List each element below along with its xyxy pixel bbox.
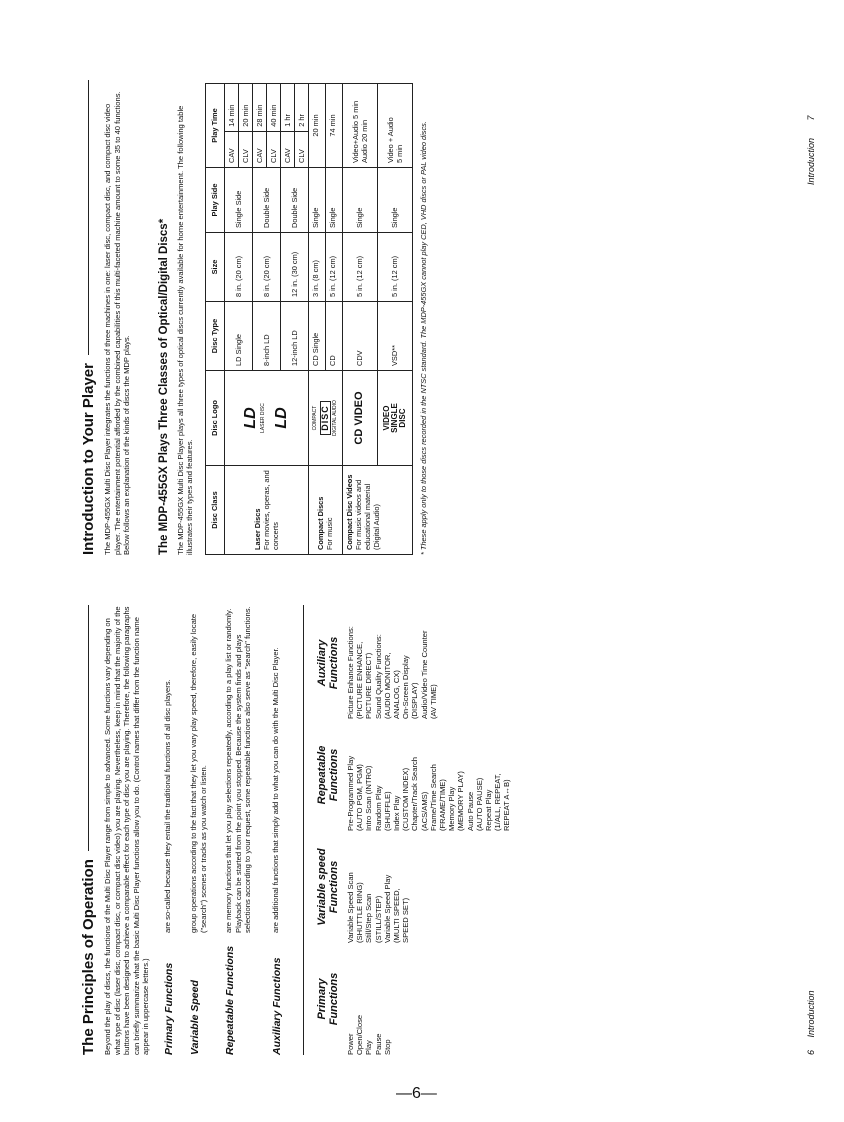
column-heading: [316, 607, 340, 719]
laser-disc-logo: [224, 371, 308, 466]
function-name: Primary Functions: [162, 962, 175, 1055]
function-columns: [316, 605, 512, 1055]
laser-disc-logo-text: LASER DISC: [259, 403, 266, 433]
function-list-item: (AV TIME): [428, 684, 438, 719]
function-row: [224, 605, 253, 1055]
disc-type: CD Single: [308, 302, 325, 371]
function-list-item: ANALOG, CX): [391, 670, 401, 719]
function-desc: group operations according to the fact that they let you vary play speed, therefore, easily locate ("search") scenes or tracks as you watch or listen.: [188, 613, 208, 933]
function-list-item: Repeat Play: [483, 789, 493, 831]
disc-table: [205, 83, 413, 555]
play-mode: CAV: [280, 131, 294, 167]
play-time-line: Video + Audio: [385, 117, 395, 163]
play-side: Single: [325, 168, 342, 233]
table-header: Disc Type: [205, 302, 224, 371]
play-time: 40 min: [266, 84, 280, 132]
function-desc: are so-called because they entail the traditional functions of all disc players.: [162, 679, 172, 933]
function-list-item: Picture Enhance Functions:: [345, 626, 355, 719]
disc-size: 8 in. (20 cm): [224, 233, 252, 302]
cd-video-logo-mark: CD VIDEO: [353, 391, 366, 445]
table-header: Disc Logo: [205, 371, 224, 466]
disc-size: 5 in. (12 cm): [342, 233, 377, 302]
disc-class-cell: [342, 466, 412, 555]
left-intro: Beyond the play of discs, the functions of the Multi Disc Player range from simple to advanced. Some functions vary depending on what type of disc (laser disc, compact disc, or compact disc video) you are playing. Nevertheless, keep in mind that the majority of the buttons have been designed to achieve a comparable effect for each type of disc you are playing. Therefore, the following paragraphs can briefly summarize what the basic Multi Disc Player functions allow you to do. (Control names that differ from the function name appear in uppercase letters.): [103, 606, 151, 1055]
play-side: Double Side: [280, 168, 308, 233]
table-header-row: [205, 84, 224, 555]
function-column-variable-speed: [316, 831, 512, 943]
function-desc: are additional functions that simply add to what you can do with the Multi Disc Player.: [270, 647, 280, 933]
play-time: [342, 84, 377, 168]
play-time: 74 min: [325, 84, 342, 168]
function-list-item: Variable Speed Scan: [345, 872, 355, 943]
disc-type: VSD**: [377, 302, 412, 371]
function-list-item: Memory Play: [447, 786, 457, 831]
disc-class-cell: [224, 466, 308, 555]
function-list-item: Still/Step Scan: [364, 893, 374, 943]
function-list-item: (CUSTOM INDEX): [401, 767, 411, 831]
function-list-item: Power: [345, 1033, 355, 1055]
disc-class-title: Compact Disc Videos: [344, 474, 354, 550]
column-heading: [316, 943, 340, 1055]
play-time: 2 hr: [294, 84, 308, 132]
play-time-line: 5 min: [394, 144, 404, 163]
function-list-item: Random Play: [373, 785, 383, 831]
title-rule: [88, 80, 89, 355]
function-list-item: (AUTO PAUSE): [474, 777, 484, 831]
section-divider: [303, 605, 304, 1055]
disc-type: 12-inch LD: [280, 302, 308, 371]
play-time: 14 min: [224, 84, 238, 132]
compact-disc-logo-sub: DIGITAL AUDIO: [331, 400, 338, 436]
function-name: Auxiliary Functions: [270, 957, 283, 1055]
function-list-item: (MEMORY PLAY): [456, 771, 466, 831]
play-time: 20 min: [308, 84, 325, 168]
function-column-repeatable: [316, 719, 512, 831]
right-title-row: [80, 80, 97, 555]
left-page-footer: [806, 990, 816, 1055]
function-list-item: Pre-Programmed Play: [345, 755, 355, 831]
play-side: Single: [342, 168, 377, 233]
function-list-item: (ACS/AMS): [419, 791, 429, 831]
disc-type: CDV: [342, 302, 377, 371]
column-heading: [316, 831, 340, 943]
function-list-item: Index Play: [391, 795, 401, 831]
left-page-title: The Principles of Operation: [80, 859, 97, 1055]
rotated-spread: [80, 80, 820, 1055]
column-heading-line: Functions: [327, 748, 340, 802]
table-footnote: * These apply only to those discs recorded in the NTSC standard. The MDP-455GX cannot play CED, VHD discs or PAL video discs.: [418, 121, 428, 555]
cd-video-logo: [342, 371, 377, 466]
play-time: [377, 84, 412, 168]
play-time: 20 min: [238, 84, 252, 132]
compact-disc-logo: [308, 371, 342, 466]
function-name: Repeatable Functions: [224, 945, 237, 1055]
play-side: Double Side: [252, 168, 280, 233]
table-header: Disc Class: [205, 466, 224, 555]
video-single-disc-logo: [377, 371, 412, 466]
function-list-item: (MULTI SPEED,: [391, 888, 401, 943]
play-mode: CLV: [266, 131, 280, 167]
page-footer-number: —6—: [396, 1085, 437, 1102]
function-column-primary: [316, 943, 512, 1055]
table-row: [342, 84, 377, 555]
function-list-item: (1/ALL, REPEAT,: [493, 773, 503, 831]
right-page: [80, 80, 428, 555]
compact-disc-logo-top: COMPACT: [311, 405, 318, 431]
function-list-item: REPEAT A↔B): [502, 779, 512, 831]
disc-size: 5 in. (12 cm): [377, 233, 412, 302]
disc-type: 8-inch LD: [252, 302, 280, 371]
column-items: [346, 719, 512, 831]
play-mode: CLV: [238, 131, 252, 167]
disc-class-cell: [308, 466, 342, 555]
vsd-logo-line: VIDEO: [381, 405, 391, 431]
disc-size: 8 in. (20 cm): [252, 233, 280, 302]
disc-type: CD: [325, 302, 342, 371]
right-subtitle: The MDP-455GX Plays Three Classes of Optical/Digital Discs*: [157, 218, 170, 555]
function-list-item: (SHUTTLE RING): [355, 882, 365, 943]
disc-size: 5 in. (12 cm): [325, 233, 342, 302]
function-list-item: Stop: [382, 1039, 392, 1055]
function-list-item: Chapter/Track Search: [410, 757, 420, 831]
laser-disc-logo-mark: LD: [272, 407, 290, 429]
function-list-item: Sound Quality Functions:: [373, 634, 383, 719]
compact-disc-logo-mark: DISC: [320, 401, 331, 435]
column-heading-line: Functions: [327, 972, 340, 1026]
column-heading-line: Primary: [315, 978, 328, 1020]
play-mode: CAV: [224, 131, 238, 167]
function-list-item: Frame/Time Search: [428, 764, 438, 831]
function-list-item: (PICTURE ENHANCE,: [355, 641, 365, 719]
function-list-item: (AUTO PGM, PGM): [355, 764, 365, 831]
column-items: [346, 943, 392, 1055]
right-page-number: 7: [806, 115, 816, 121]
play-side: Single: [377, 168, 412, 233]
function-row: [271, 605, 283, 1055]
function-list-item: (STILL/STEP): [373, 895, 383, 943]
column-items: [346, 607, 438, 719]
table-header: Play Side: [205, 168, 224, 233]
table-row: [308, 84, 325, 555]
play-time-line: Audio 20 min: [359, 119, 369, 163]
column-items: [346, 831, 410, 943]
disc-class-title: Laser Discs: [252, 508, 262, 550]
play-side: Single: [308, 168, 325, 233]
function-list-item: Auto Pause: [465, 791, 475, 831]
function-list-item: PICTURE DIRECT): [364, 652, 374, 719]
table-header: Size: [205, 233, 224, 302]
vsd-logo-line: SINGLE: [389, 403, 399, 433]
title-rule: [88, 605, 89, 851]
column-heading-line: Variable speed: [315, 848, 328, 926]
function-list-item: Intro Scan (INTRO): [364, 765, 374, 831]
function-column-auxiliary: [316, 607, 512, 719]
column-heading: [316, 719, 340, 831]
play-mode: CAV: [252, 131, 266, 167]
play-side: Single Side: [224, 168, 252, 233]
disc-class-title: Compact Discs: [316, 496, 326, 550]
disc-class-desc: For music videos and educational material (Digital Audio): [353, 479, 381, 550]
function-list-item: (SHUFFLE): [382, 791, 392, 831]
play-time: 28 min: [252, 84, 266, 132]
play-time: 1 hr: [280, 84, 294, 132]
function-desc: are memory functions that let you play selections repeatedly, according to a play list or randomly. Playback can be started from the point you stopped. Because the system finds and plays selections according to your request, some repeatable functions also serve as "search" functions.: [224, 606, 253, 933]
function-list-item: (FRAME/TIME): [437, 779, 447, 831]
right-page-section: Introduction: [806, 137, 816, 185]
disc-class-desc: For music: [325, 517, 335, 550]
play-mode: CLV: [294, 131, 308, 167]
left-page-number: 6: [806, 1049, 816, 1055]
left-page: [80, 605, 512, 1055]
function-list-item: (AUDIO MONITOR,: [382, 652, 392, 719]
function-list-item: Pause: [373, 1033, 383, 1055]
function-list-item: Open/Close: [355, 1014, 365, 1055]
table-header: Play Time: [205, 84, 224, 168]
column-heading-line: Auxiliary: [315, 639, 328, 687]
table-row: [224, 84, 238, 555]
function-list-item: (DISPLAY): [410, 682, 420, 719]
column-heading-line: Repeatable: [315, 745, 328, 805]
right-intro: The MDP-455GX Multi Disc Player integrates the functions of three machines in one: laser disc, compact disc, and compact disc video player. The entertainment potential afforded by the combined capabilities of this multi-faceted machine amount to some 35 to 40 functions. Below follows an explanation of the kinds of discs the MDP plays.: [103, 91, 132, 555]
vsd-logo-line: DISC: [397, 408, 407, 428]
left-title-row: [80, 605, 97, 1055]
right-page-title: Introduction to Your Player: [80, 363, 97, 555]
right-page-footer: [806, 115, 816, 185]
disc-type: LD Single: [224, 302, 252, 371]
right-sub-intro: The MDP-455GX Multi Disc Player plays all three types of optical discs currently available for home entertainment. The following table illustrates their types and features.: [175, 105, 195, 555]
function-name: Variable Speed: [188, 980, 201, 1055]
laser-disc-logo-mark: LD: [241, 407, 259, 429]
function-list-item: SPEED SET): [401, 897, 411, 943]
disc-class-desc: For movies, operas, and concerts: [261, 470, 280, 550]
function-row: [189, 605, 208, 1055]
column-heading-line: Functions: [327, 636, 340, 690]
function-list-item: Play: [364, 1040, 374, 1055]
left-page-section: Introduction: [806, 990, 816, 1038]
function-row: [163, 605, 175, 1055]
function-list-item: Variable Speed Play: [382, 874, 392, 943]
disc-size: 12 in. (30 cm): [280, 233, 308, 302]
column-heading-line: Functions: [327, 860, 340, 914]
play-time-line: Video+Audio 5 min: [350, 100, 360, 163]
function-list-item: On-Screen Display: [401, 655, 411, 719]
function-list-item: Audio/Video Time Counter: [419, 630, 429, 719]
disc-size: 3 in. (8 cm): [308, 233, 325, 302]
